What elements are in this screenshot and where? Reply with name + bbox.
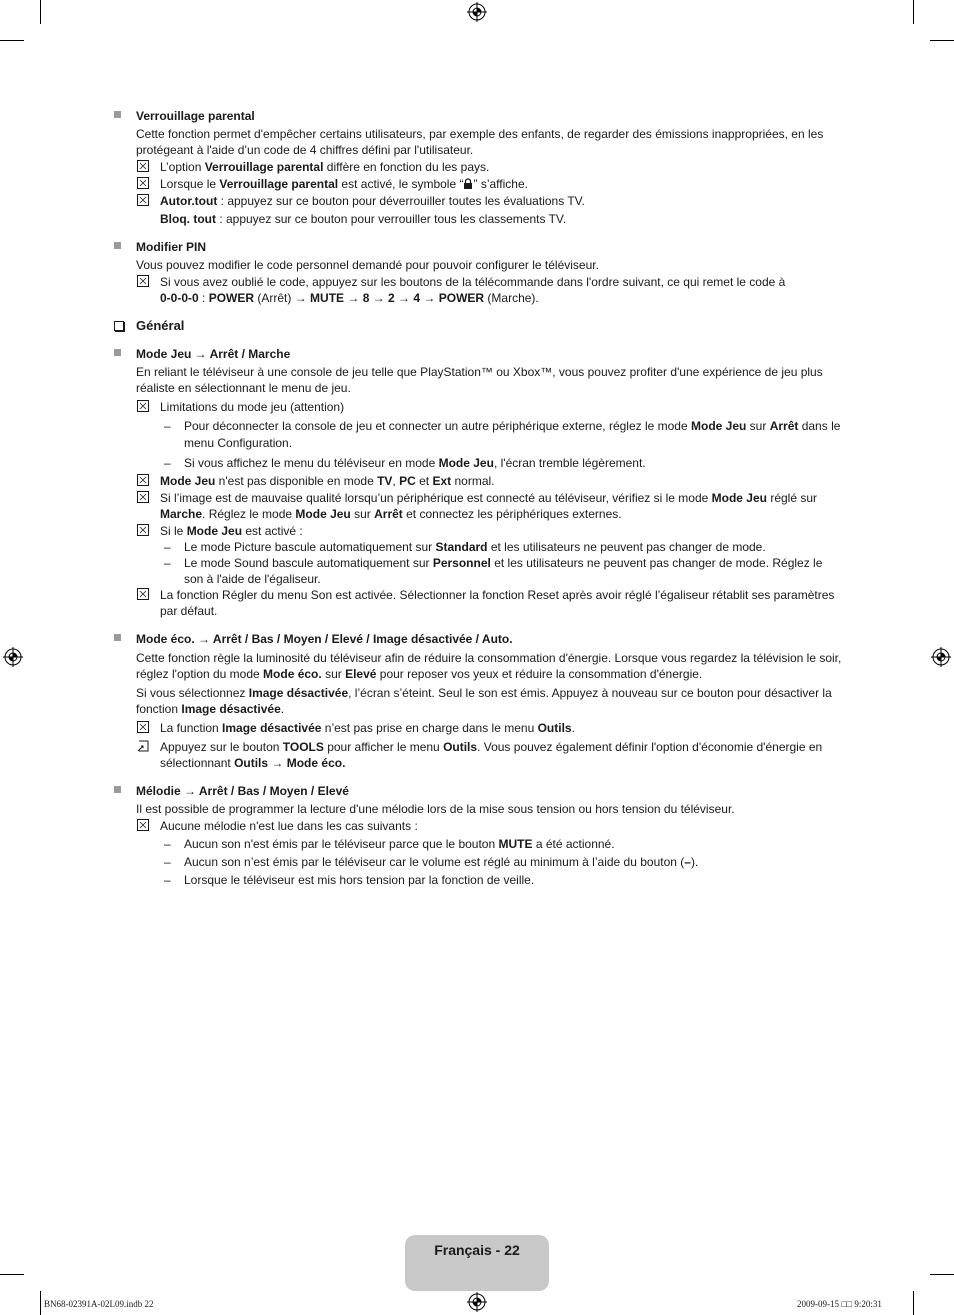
checkbox-square-icon — [114, 321, 124, 331]
note: La fonction Régler du menu Son est activée. Sélectionner la fonction Reset après avoir réglé l’égaliseur rétablit ses paramètres par défaut. — [112, 587, 842, 619]
bullet-square-icon — [114, 634, 121, 641]
note-continuation: Bloq. tout : appuyez sur ce bouton pour verrouiller tous les classements TV. — [160, 212, 567, 226]
note: Mode Jeu n'est pas disponible en mode TV, PC et Ext normal. — [112, 473, 842, 489]
registration-mark-icon — [931, 647, 951, 667]
registration-mark-icon — [467, 2, 487, 22]
note: Autor.tout : appuyez sur ce bouton pour déverrouiller toutes les évaluations TV. — [112, 193, 842, 209]
note-icon — [137, 160, 149, 172]
note-icon — [137, 474, 149, 486]
page-number-tab — [405, 1235, 549, 1291]
registration-mark-icon — [467, 1292, 487, 1312]
file-info: BN68-02391A-02L09.indb 22 — [44, 1299, 154, 1309]
dash-item: – Si vous affichez le menu du téléviseur en mode Mode Jeu, l'écran tremble légèrement. — [164, 456, 646, 470]
note-icon — [137, 275, 149, 287]
note-icon — [137, 721, 149, 733]
note: Aucune mélodie n'est lue dans les cas suivants : — [112, 818, 842, 834]
note-icon — [137, 588, 149, 600]
registration-mark-icon — [3, 647, 23, 667]
paragraph: Si vous sélectionnez Image désactivée, l’écran s’éteint. Seul le son est émis. Appuyez à nouveau sur ce bouton pour désactiver la fonction Image désactivée. — [136, 686, 832, 716]
crop-mark — [0, 1274, 24, 1275]
note-icon — [137, 177, 149, 189]
dash-item: – Aucun son n'est émis par le téléviseur parce que le bouton MUTE a été actionné. — [164, 837, 615, 851]
crop-mark — [40, 1291, 41, 1315]
bullet-square-icon — [114, 111, 121, 118]
note: Si l’image est de mauvaise qualité lorsqu’un périphérique est connecté au téléviseur, vérifiez si le mode Mode Jeu réglé sur Marche. Réglez le mode Mode Jeu sur Arrêt et connectez les périphériques externes. — [112, 490, 842, 522]
section-heading-general: Général — [112, 318, 842, 334]
dash-item: – Lorsque le téléviseur est mis hors tension par la fonction de veille. — [164, 873, 535, 887]
note-icon — [137, 194, 149, 206]
bullet-square-icon — [114, 349, 121, 356]
note-icon — [137, 524, 149, 536]
paragraph: Cette fonction règle la luminosité du téléviseur afin de réduire la consommation d'énergie. Lorsque vous regardez la télévision le soir, réglez l'option du mode Mode éco. sur Elevé pour reposer vos yeux et réduire la consommation d'énergie. — [136, 651, 842, 681]
crop-mark — [0, 40, 24, 41]
crop-mark — [40, 0, 41, 24]
lock-icon — [463, 178, 473, 189]
crop-mark — [913, 0, 914, 24]
heading-mode-eco: Mode éco. → Arrêt / Bas / Moyen / Elevé / Image désactivée / Auto. — [112, 631, 842, 647]
crop-mark — [930, 1274, 954, 1275]
dash-item: – Aucun son n’est émis par le téléviseur car le volume est réglé au minimum à l’aide du bouton (–). — [164, 855, 699, 869]
note-icon — [137, 819, 149, 831]
heading-verrouillage-parental: Verrouillage parental — [112, 108, 842, 124]
print-timestamp: 2009-09-15 □□ 9:20:31 — [797, 1299, 882, 1309]
note: L’option Verrouillage parental diffère en fonction du les pays. — [112, 159, 842, 175]
page-number: Français - 22 — [434, 1242, 520, 1258]
bullet-square-icon — [114, 786, 121, 793]
bullet-square-icon — [114, 242, 121, 249]
note: Si le Mode Jeu est activé : — [112, 523, 842, 539]
dash-item: – Le mode Picture bascule automatiquement sur Standard et les utilisateurs ne peuvent pas changer de mode. — [164, 540, 766, 554]
dash-item: – Le mode Sound bascule automatiquement sur Personnel et les utilisateurs ne peuvent pas changer de mode. Réglez le son à l'aide de l'égaliseur. — [164, 556, 823, 586]
tools-icon — [137, 740, 149, 752]
note-icon — [137, 400, 149, 412]
dash-item: – Pour déconnecter la console de jeu et connecter un autre périphérique externe, réglez le mode Mode Jeu sur Arrêt dans le menu Configuration. — [164, 419, 841, 450]
crop-mark — [913, 1291, 914, 1315]
paragraph: Cette fonction permet d'empêcher certains utilisateurs, par exemple des enfants, de regarder des émissions inappropriées, en les protégeant à l'aide d’un code de 4 chiffres défini par l'utilisateur. — [136, 127, 824, 157]
note: Limitations du mode jeu (attention) — [112, 399, 842, 415]
paragraph: Il est possible de programmer la lecture d'une mélodie lors de la mise sous tension ou hors tension du téléviseur. — [136, 802, 735, 816]
note: Si vous avez oublié le code, appuyez sur les boutons de la télécommande dans l'ordre suivant, ce qui remet le code à 0-0-0-0 : POWER (Arrêt) → MUTE → 8 → 2 → 4 → POWER (Marche). — [112, 274, 842, 306]
note: Lorsque le Verrouillage parental est activé, le symbole “ ” s’affiche. — [112, 176, 842, 192]
note-icon — [137, 491, 149, 503]
note: La function Image désactivée n’est pas prise en charge dans le menu Outils. — [112, 720, 842, 736]
paragraph: En reliant le téléviseur à une console de jeu telle que PlayStation™ ou Xbox™, vous pouvez profiter d'une expérience de jeu plus réaliste en sélectionnant le menu de jeu. — [136, 365, 823, 395]
heading-melodie: Mélodie → Arrêt / Bas / Moyen / Elevé — [112, 783, 842, 799]
crop-mark — [930, 40, 954, 41]
paragraph: Vous pouvez modifier le code personnel demandé pour pouvoir configurer le téléviseur. — [136, 258, 599, 272]
heading-modifier-pin: Modifier PIN — [112, 239, 842, 255]
page-content — [112, 108, 842, 888]
heading-mode-jeu: Mode Jeu → Arrêt / Marche — [112, 346, 842, 362]
tools-note: Appuyez sur le bouton TOOLS pour afficher le menu Outils. Vous pouvez également définir l'option d'économie d'énergie en sélectionnant Outils → Mode éco. — [112, 739, 842, 771]
